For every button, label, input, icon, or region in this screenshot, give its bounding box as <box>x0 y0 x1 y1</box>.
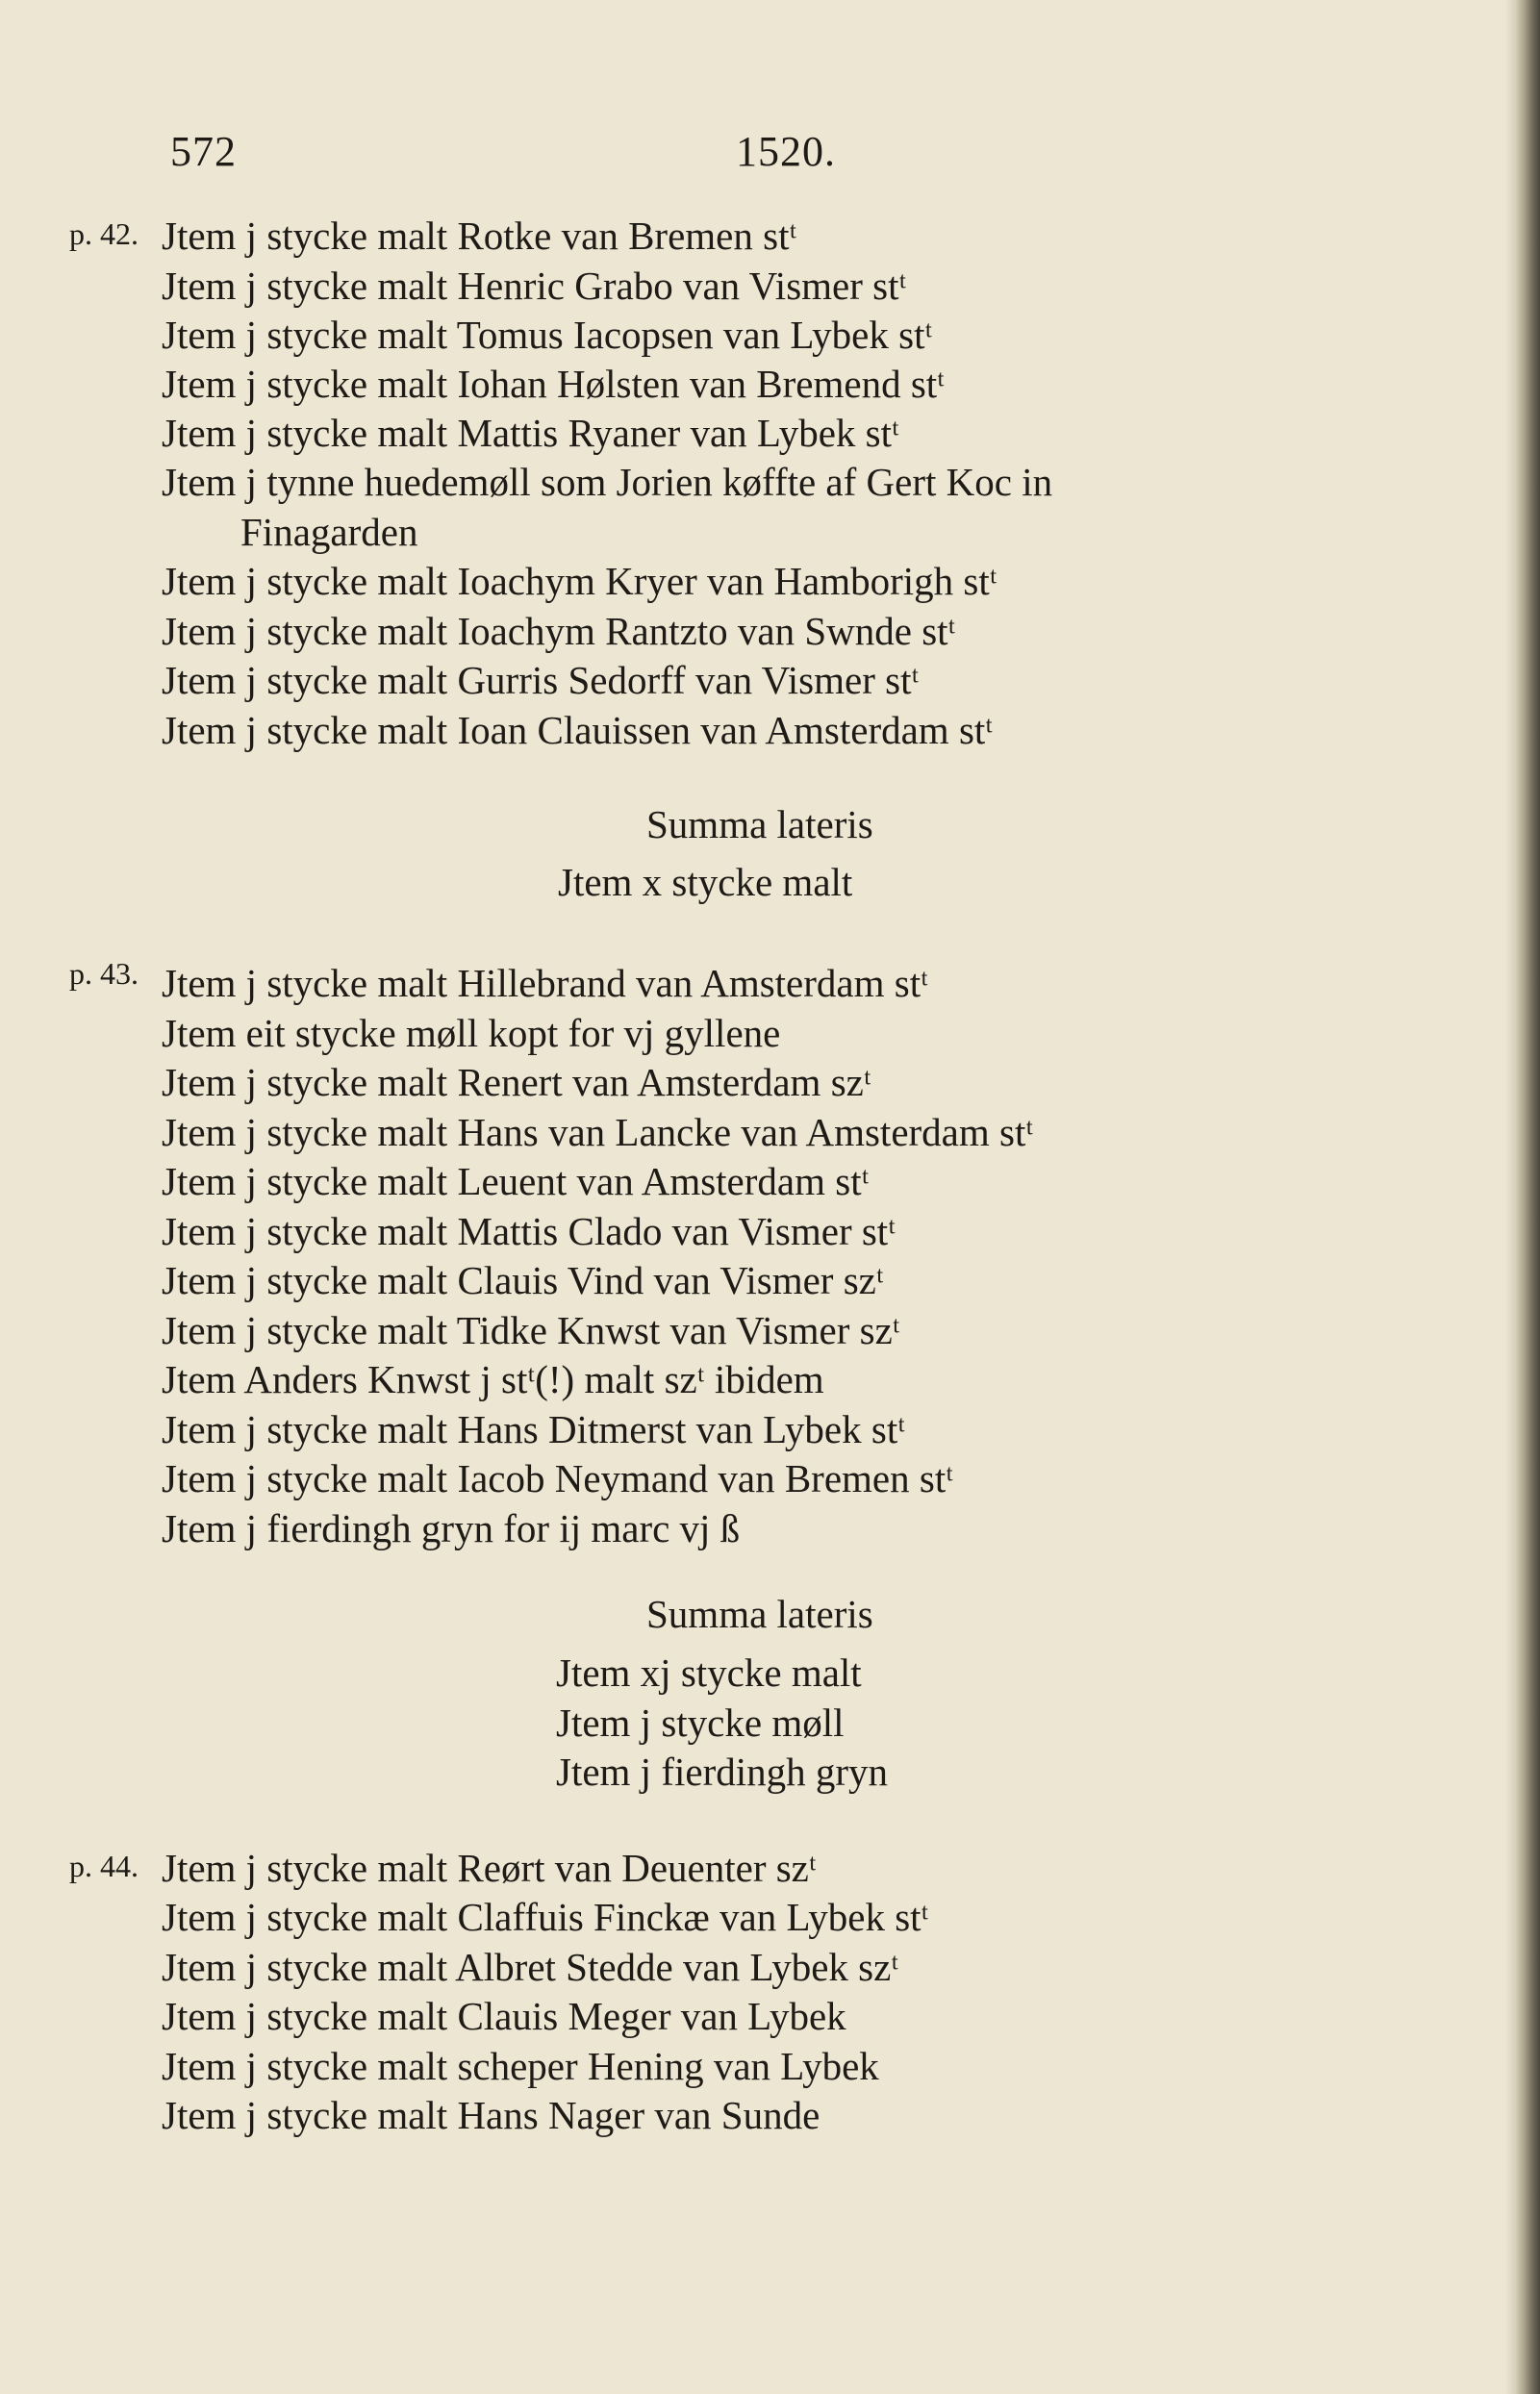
entry-line: Jtem j stycke malt Gurris Sedorff van Vismer stᵗ <box>162 658 920 702</box>
entry-line: Jtem j fierdingh gryn for ij marc vj ß <box>162 1506 741 1550</box>
page-ref-43: p. 43. <box>69 956 139 991</box>
entry-line: Jtem Anders Knwst j stᵗ(!) malt szᵗ ibidem <box>162 1357 824 1401</box>
entry-line-continuation: Finagarden <box>240 510 418 554</box>
entry-line: Jtem j stycke malt Henric Grabo van Vismer stᵗ <box>162 264 907 308</box>
entry-line: Jtem j stycke malt scheper Hening van Lybek <box>162 2044 879 2088</box>
entry-line: Jtem j stycke malt Claffuis Finckæ van Lybek stᵗ <box>162 1895 929 1939</box>
page-ref-42: p. 42. <box>69 216 139 251</box>
entry-line: Jtem j stycke malt Mattis Ryaner van Lybek stᵗ <box>162 411 899 455</box>
entry-line: Jtem j stycke malt Hans van Lancke van Amsterdam stᵗ <box>162 1110 1034 1154</box>
entry-line: Jtem j stycke malt Ioachym Kryer van Hamborigh stᵗ <box>162 559 997 603</box>
entry-line: Jtem j stycke malt Clauis Vind van Vismer szᵗ <box>162 1258 884 1302</box>
entry-line: Jtem j stycke malt Hillebrand van Amsterdam stᵗ <box>162 961 928 1005</box>
entry-line: Jtem j tynne huedemøll som Jorien køffte af Gert Koc in <box>162 460 1053 504</box>
entry-line: Jtem j stycke malt Tomus Iacopsen van Lybek stᵗ <box>162 313 933 357</box>
summa-line: Jtem xj stycke malt <box>556 1651 862 1695</box>
entry-line: Jtem j stycke malt Hans Ditmerst van Lybek stᵗ <box>162 1407 906 1451</box>
entry-line: Jtem j stycke malt Rotke van Bremen stᵗ <box>162 214 797 258</box>
entry-line: Jtem j stycke malt Albret Stedde van Lybek szᵗ <box>162 1945 899 1989</box>
entry-line: Jtem j stycke malt Renert van Amsterdam szᵗ <box>162 1060 871 1104</box>
entry-line: Jtem j stycke malt Leuent van Amsterdam stᵗ <box>162 1159 870 1203</box>
entry-line: Jtem j stycke malt Hans Nager van Sunde <box>162 2093 820 2137</box>
summa-line: Jtem j stycke møll <box>556 1701 845 1745</box>
summa-heading: Summa lateris <box>646 802 873 846</box>
page-year: 1520. <box>736 128 836 175</box>
entry-line: Jtem j stycke malt Iohan Hølsten van Bremend stᵗ <box>162 362 946 406</box>
entry-line: Jtem j stycke malt Ioan Clauissen van Amsterdam stᵗ <box>162 708 994 752</box>
page-edge-shadow <box>1505 0 1540 2394</box>
summa-line: Jtem x stycke malt <box>558 860 853 904</box>
entry-line: Jtem j stycke malt Reørt van Deuenter szᵗ <box>162 1846 817 1890</box>
summa-line: Jtem j fierdingh gryn <box>556 1750 889 1794</box>
entry-line: Jtem j stycke malt Mattis Clado van Vismer stᵗ <box>162 1209 896 1253</box>
summa-heading: Summa lateris <box>646 1592 873 1636</box>
page-ref-44: p. 44. <box>69 1849 139 1883</box>
entry-line: Jtem eit stycke møll kopt for vj gyllene <box>162 1011 781 1055</box>
entry-line: Jtem j stycke malt Tidke Knwst van Vismer szᵗ <box>162 1308 900 1352</box>
entry-line: Jtem j stycke malt Ioachym Rantzto van Swnde stᵗ <box>162 609 956 653</box>
entry-line: Jtem j stycke malt Clauis Meger van Lybek <box>162 1994 846 2038</box>
page-number: 572 <box>170 128 237 175</box>
entry-line: Jtem j stycke malt Iacob Neymand van Bremen stᵗ <box>162 1456 954 1500</box>
